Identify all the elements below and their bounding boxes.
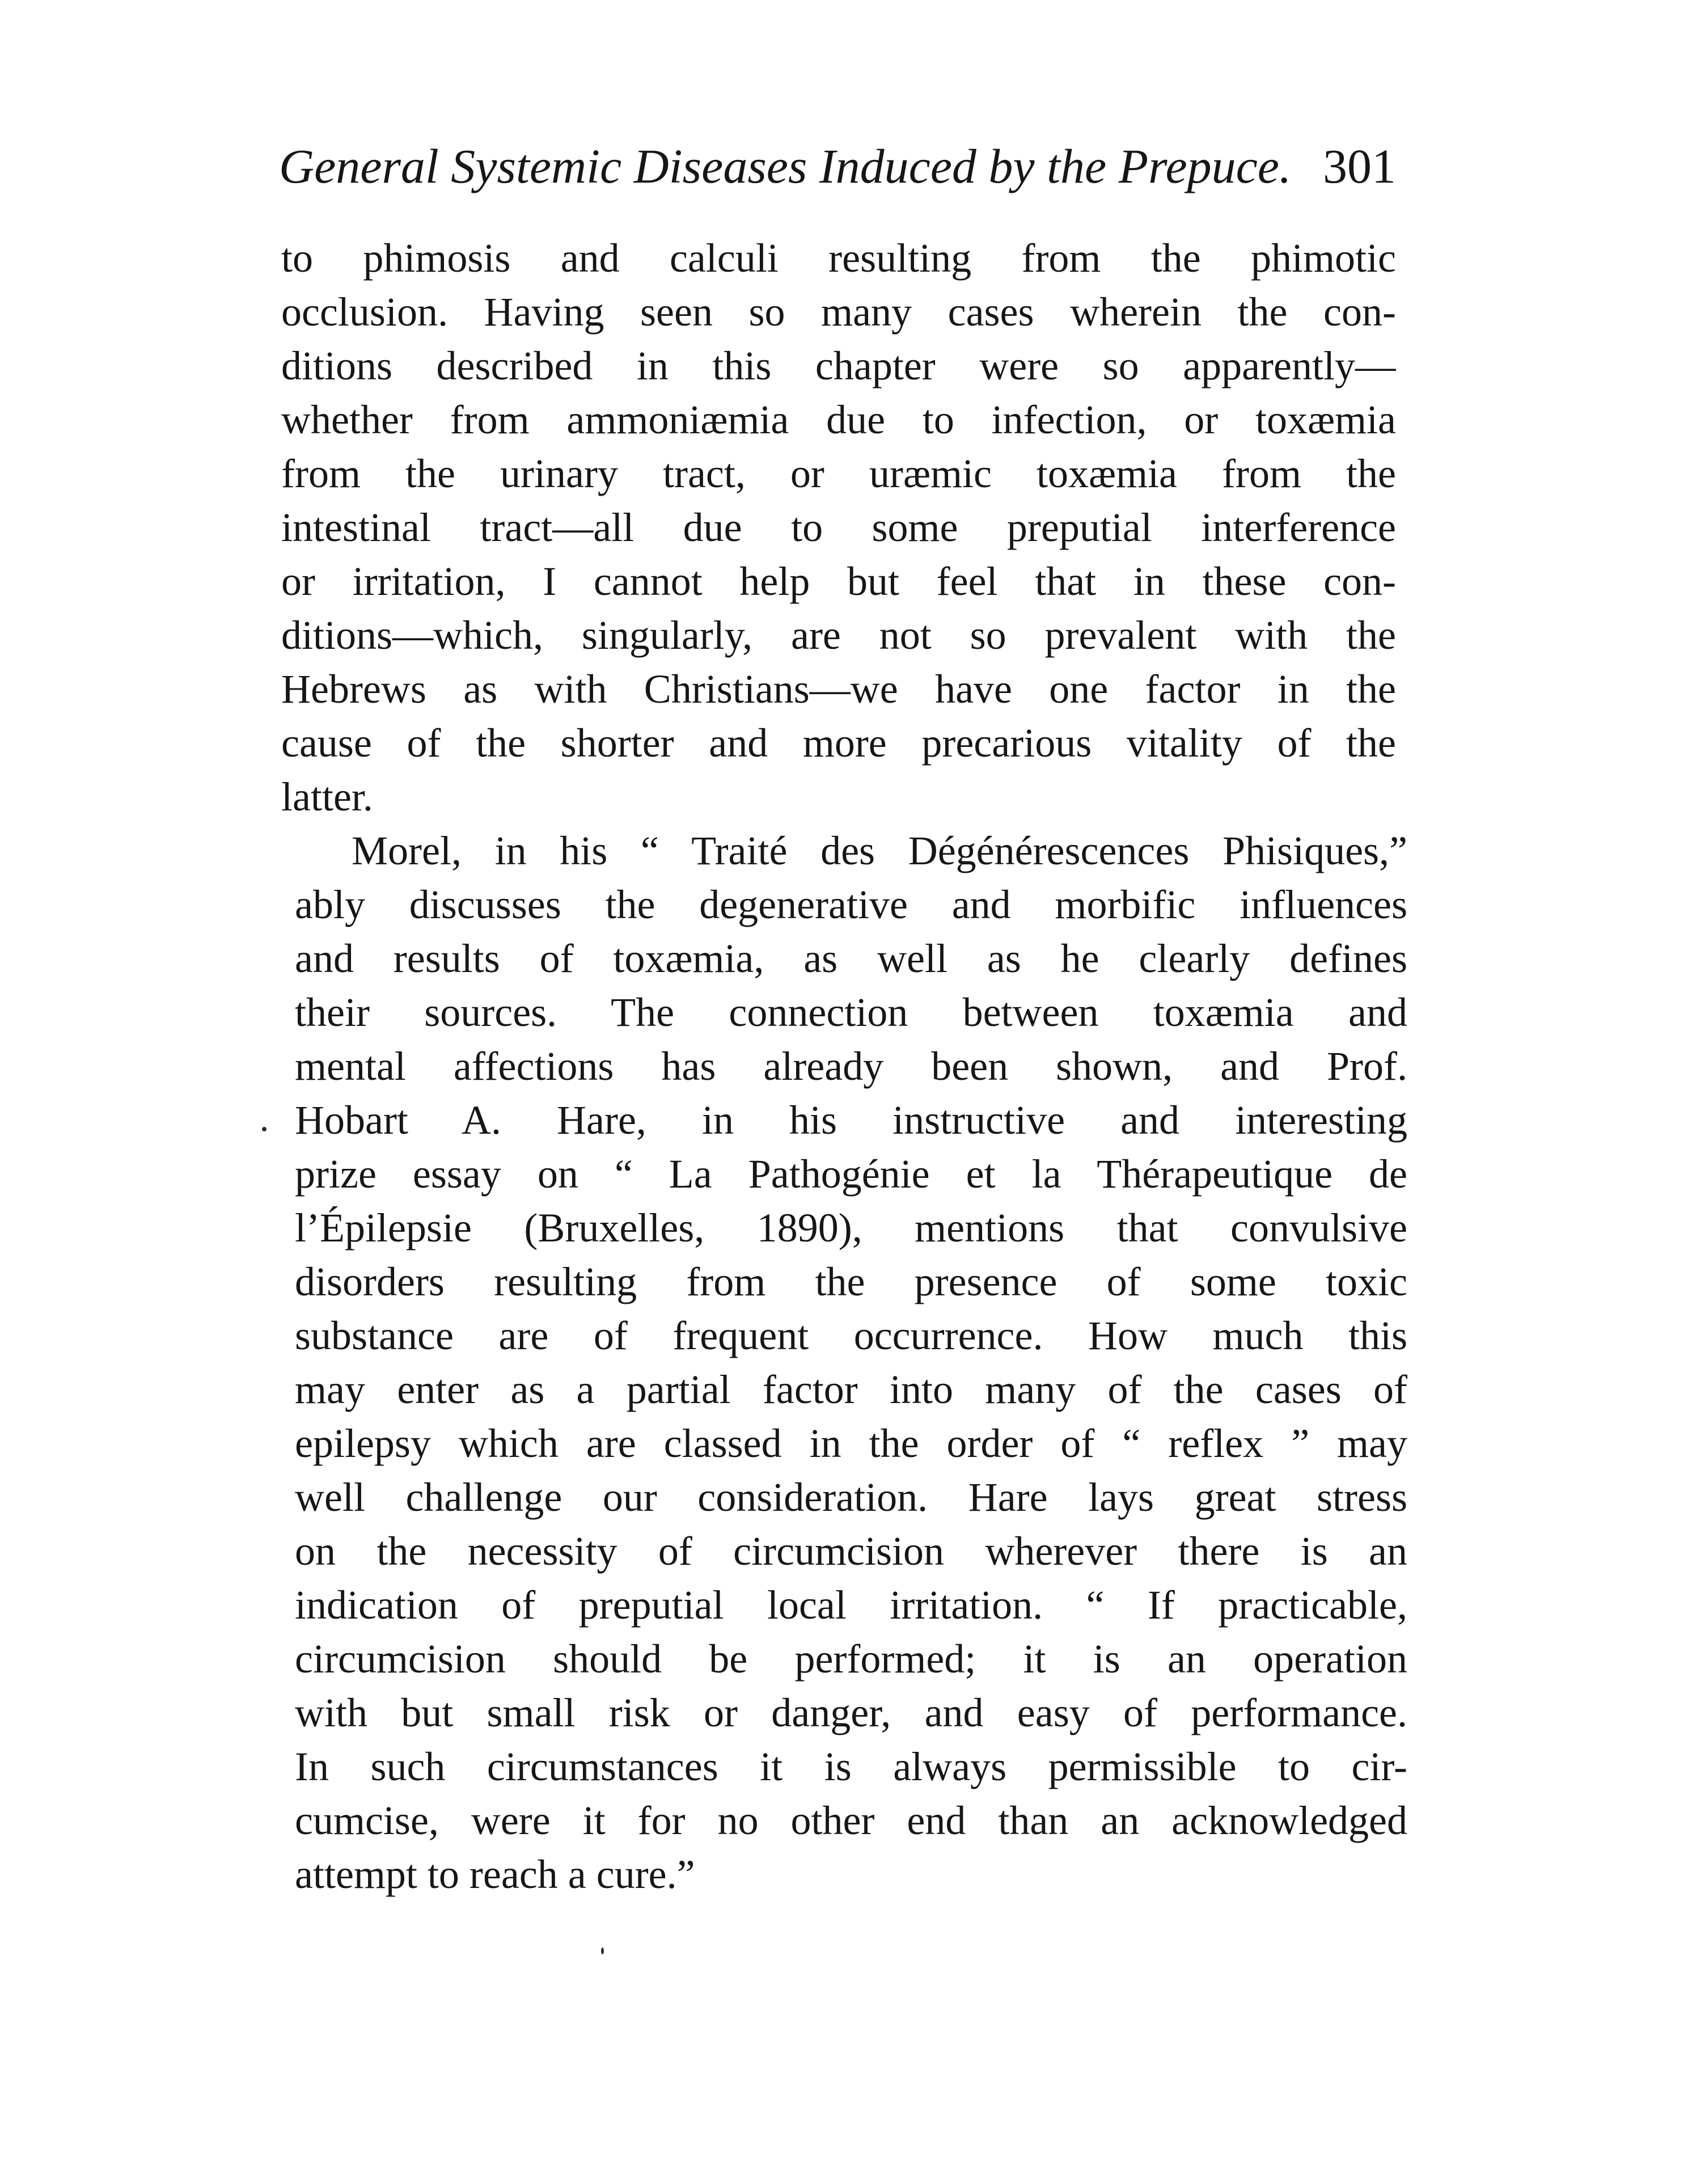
text-line: well challenge our consideration. Hare lays great stress (295, 1475, 1407, 1520)
text-line: ditions described in this chapter were so apparently— (281, 343, 1396, 388)
text-line: In such circumstances it is always permissible to cir- (295, 1744, 1407, 1789)
text-line: prize essay on “ La Pathogénie et la Thérapeutique de (295, 1151, 1407, 1197)
text-line: may enter as a partial factor into many of the cases of (295, 1367, 1407, 1412)
text-line: l’Épilepsie (Bruxelles, 1890), mentions that convulsive (295, 1205, 1407, 1251)
text-line: attempt to reach a cure.” (295, 1852, 695, 1897)
text-line: substance are of frequent occurrence. How much this (295, 1313, 1407, 1358)
text-line: Morel, in his “ Traité des Dégénérescences Phisiques,” (352, 828, 1407, 873)
ink-speck (262, 1127, 267, 1131)
text-line: cause of the shorter and more precarious vitality of the (281, 720, 1396, 766)
text-line: to phimosis and calculi resulting from the phimotic (281, 235, 1396, 281)
text-line: mental affections has already been shown, and Prof. (295, 1044, 1407, 1089)
running-title: General Systemic Diseases Induced by the Prepuce. (279, 139, 1292, 193)
text-line: Hobart A. Hare, in his instructive and interesting (295, 1097, 1407, 1143)
text-line: Hebrews as with Christians—we have one factor in the (281, 666, 1396, 712)
text-line: disorders resulting from the presence of some toxic (295, 1259, 1407, 1304)
text-line: on the necessity of circumcision wherever there is an (295, 1528, 1407, 1574)
text-line: circumcision should be performed; it is an operation (295, 1636, 1407, 1682)
text-line: epilepsy which are classed in the order of “ reflex ” may (295, 1421, 1407, 1466)
text-line: from the urinary tract, or uræmic toxæmia from the (281, 451, 1396, 496)
text-line: and results of toxæmia, as well as he clearly defines (295, 936, 1407, 981)
text-line: with but small risk or danger, and easy of performance. (295, 1690, 1407, 1735)
text-line: intestinal tract—all due to some preputial interference (281, 505, 1396, 550)
page-number: 301 (1323, 139, 1396, 193)
text-line: ditions—which, singularly, are not so prevalent with the (281, 612, 1396, 658)
ink-speck (601, 1948, 604, 1954)
text-line: cumcise, were it for no other end than an acknowledged (295, 1798, 1407, 1843)
text-line: latter. (281, 774, 373, 819)
text-line: occlusion. Having seen so many cases wherein the con- (281, 289, 1396, 335)
text-line: whether from ammoniæmia due to infection, or toxæmia (281, 397, 1396, 442)
text-line: their sources. The connection between toxæmia and (295, 990, 1407, 1035)
running-head (279, 129, 1396, 203)
text-line: indication of preputial local irritation. “ If practicable, (295, 1582, 1407, 1628)
text-line: ably discusses the degenerative and morbific influences (295, 882, 1407, 927)
text-line: or irritation, I cannot help but feel that in these con- (281, 559, 1396, 604)
